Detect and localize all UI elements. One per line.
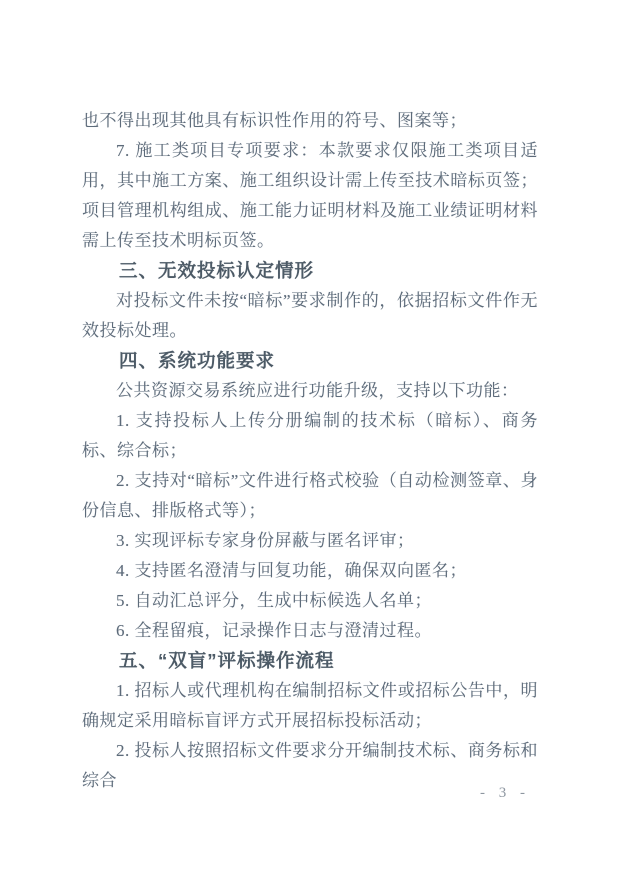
page-number: - 3 - (480, 785, 530, 801)
section-heading-3: 三、无效投标认定情形 (119, 260, 315, 281)
paragraph-continued: 也不得出现其他具有标识性作用的符号、图案等； (82, 111, 467, 130)
paragraph: 公共资源交易系统应进行功能升级，支持以下功能： (116, 381, 519, 400)
paragraph-item-7: 7. 施工类项目专项要求：本款要求仅限施工类项目适用，其中施工方案、施工组织设计需上传至技术暗标页签；项目管理机构组成、施工能力证明材料及施工业绩证明材料需上传至技术明标页签。 (82, 141, 538, 250)
paragraph-item-3: 3. 实现评标专家身份屏蔽与匿名评审； (116, 531, 415, 550)
section-heading-5: 五、“双盲”评标操作流程 (119, 650, 335, 671)
paragraph-item-1: 1. 招标人或代理机构在编制招标文件或招标公告中，明确规定采用暗标盲评方式开展招标投标活动； (82, 681, 538, 730)
paragraph-item-6: 6. 全程留痕，记录操作日志与澄清过程。 (116, 621, 432, 640)
section-heading-4: 四、系统功能要求 (119, 350, 276, 371)
paragraph-item-2-truncated: 2. 投标人按照招标文件要求分开编制技术标、商务标和综合 (82, 741, 538, 790)
paragraph: 对投标文件未按“暗标”要求制作的，依据招标文件作无效投标处理。 (82, 291, 538, 340)
paragraph-item-5: 5. 自动汇总评分，生成中标候选人名单； (116, 591, 432, 610)
paragraph-item-4: 4. 支持匿名澄清与回复功能，确保双向匿名； (116, 561, 467, 580)
paragraph-item-1: 1. 支持投标人上传分册编制的技术标（暗标）、商务标、综合标； (82, 411, 538, 460)
document-content (82, 106, 538, 796)
paragraph-item-2: 2. 支持对“暗标”文件进行格式校验（自动检测签章、身份信息、排版格式等）； (82, 471, 538, 520)
